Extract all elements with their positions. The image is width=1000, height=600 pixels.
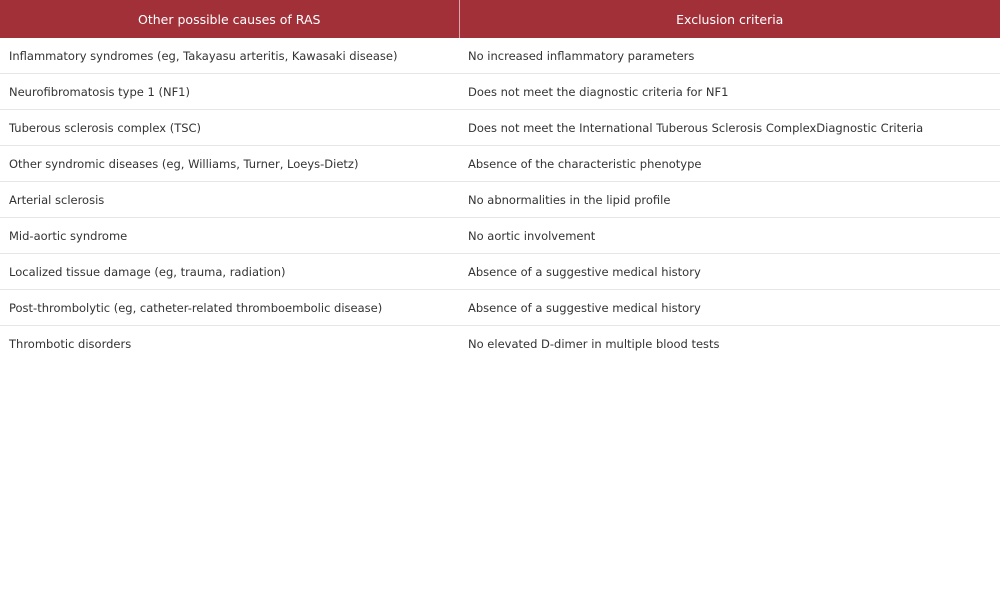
table-body [0,38,1000,361]
table-header [0,0,1000,38]
table-row [0,182,1000,218]
criteria-cell: No aortic involvement [459,218,1000,254]
table-row [0,218,1000,254]
criteria-cell: Does not meet the International Tuberous Sclerosis ComplexDiagnostic Criteria [459,110,1000,146]
table-row [0,38,1000,74]
table-row [0,254,1000,290]
column-header-exclusion-criteria: Exclusion criteria [459,0,1000,38]
table-row [0,326,1000,362]
criteria-cell: Does not meet the diagnostic criteria for NF1 [459,74,1000,110]
cause-cell: Localized tissue damage (eg, trauma, radiation) [0,254,459,290]
table-row [0,74,1000,110]
criteria-cell: Absence of a suggestive medical history [459,254,1000,290]
cause-cell: Neurofibromatosis type 1 (NF1) [0,74,459,110]
column-header-causes: Other possible causes of RAS [0,0,459,38]
criteria-cell: No abnormalities in the lipid profile [459,182,1000,218]
cause-cell: Post-thrombolytic (eg, catheter-related thromboembolic disease) [0,290,459,326]
cause-cell: Inflammatory syndromes (eg, Takayasu arteritis, Kawasaki disease) [0,38,459,74]
cause-cell: Other syndromic diseases (eg, Williams, Turner, Loeys-Dietz) [0,146,459,182]
table-row [0,110,1000,146]
table-row [0,146,1000,182]
criteria-cell: Absence of the characteristic phenotype [459,146,1000,182]
criteria-cell: No elevated D-dimer in multiple blood tests [468,336,720,351]
criteria-cell: Absence of a suggestive medical history [459,290,1000,326]
cause-cell: Mid-aortic syndrome [0,218,459,254]
cause-cell: Thrombotic disorders [9,336,132,351]
table-row [0,290,1000,326]
criteria-cell: No increased inflammatory parameters [459,38,1000,74]
cause-cell: Tuberous sclerosis complex (TSC) [0,110,459,146]
header-row [0,0,1000,38]
cause-cell: Arterial sclerosis [0,182,459,218]
